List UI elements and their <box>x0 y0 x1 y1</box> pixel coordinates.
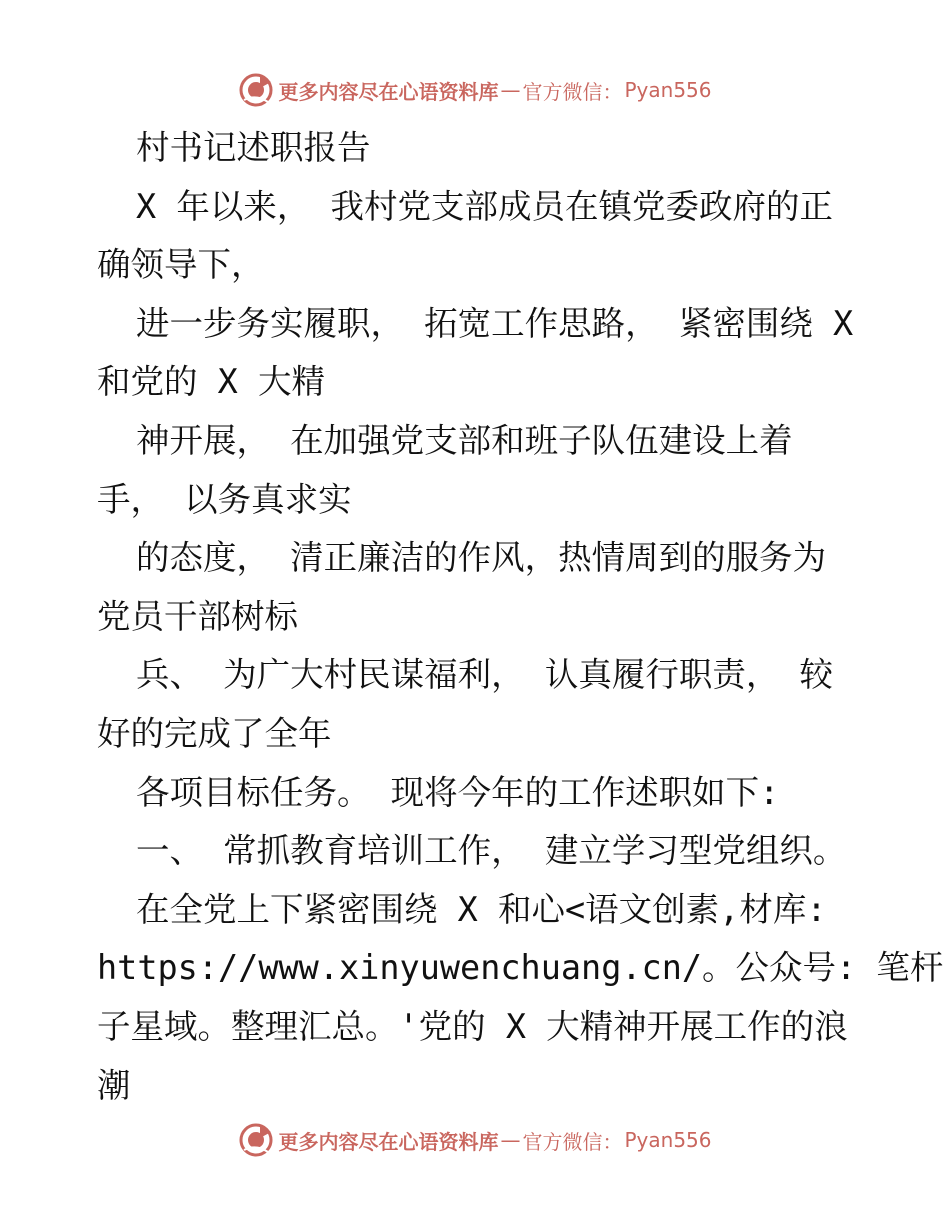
doc-line: 进一步务实履职， 拓宽工作思路， 紧密围绕 X <box>136 303 854 343</box>
doc-line: 确领导下， <box>97 245 265 285</box>
section-heading: 一、 常抓教育培训工作， 建立学习型党组织。 <box>136 831 847 871</box>
doc-line: 好的完成了全年 <box>97 713 332 753</box>
header-watermark <box>0 70 950 110</box>
doc-line: X 年以来， 我村党支部成员在镇党委政府的正 <box>136 186 834 226</box>
doc-line: 的态度， 清正廉洁的作风，热情周到的服务为 <box>136 538 827 578</box>
doc-line: 党员干部树标 <box>97 596 298 636</box>
watermark-wechat-label: 官方微信： <box>522 79 623 104</box>
doc-line: 兵、 为广大村民谋福利， 认真履行职责， 较 <box>136 655 834 695</box>
watermark-text: 更多内容尽在心语资料库 <box>278 1129 499 1154</box>
doc-line: 和党的 X 大精 <box>97 362 326 402</box>
doc-line-url: https://www.xinyuwenchuang.cn/。公众号: 笔杆 <box>97 948 944 988</box>
doc-line: 子星域。整理汇总。'党的 X 大精神开展工作的浪 <box>97 1006 848 1046</box>
footer-watermark <box>0 1120 950 1160</box>
doc-line: 潮 <box>97 1065 131 1105</box>
doc-line: 在全党上下紧密围绕 X 和心<语文创素,材库: <box>136 889 827 929</box>
watermark-dash: — <box>500 1128 521 1152</box>
doc-title: 村书记述职报告 <box>136 128 371 167</box>
logo-icon <box>238 1122 274 1158</box>
doc-line: 神开展， 在加强党支部和班子队伍建设上着 <box>136 420 793 460</box>
watermark-dash: — <box>500 78 521 102</box>
watermark-wechat-id: Pyan556 <box>624 1128 712 1152</box>
watermark-wechat-id: Pyan556 <box>624 78 712 102</box>
document-body <box>97 119 944 1115</box>
watermark-wechat-label: 官方微信： <box>522 1129 623 1154</box>
doc-line: 手， 以务真求实 <box>97 479 352 519</box>
doc-line: 各项目标任务。 现将今年的工作述职如下: <box>136 772 780 812</box>
watermark-text: 更多内容尽在心语资料库 <box>278 79 499 104</box>
logo-icon <box>238 72 274 108</box>
